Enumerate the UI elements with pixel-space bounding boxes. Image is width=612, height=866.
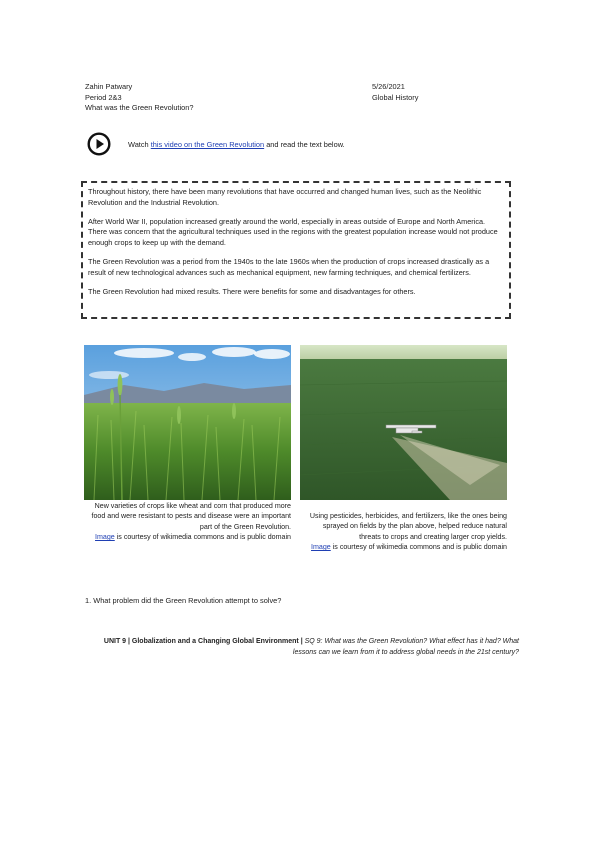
wheat-image-link[interactable]: Image [95, 533, 115, 542]
reading-paragraph-1: Throughout history, there have been many revolutions that have occurred and changed human lives, such as the Neolithic Revolution and the Industrial Revolution. [88, 187, 482, 207]
video-link[interactable]: this video on the Green Revolution [150, 139, 265, 149]
duster-image-caption [300, 511, 507, 553]
topic-question: What was the Green Revolution? [85, 103, 194, 112]
duster-image-credit [300, 542, 507, 552]
sq-text: SQ 9: What was the Green Revolution? What effect has it had? What lessons can we learn from it to address global needs in the 21st century? [292, 638, 519, 656]
video-prefix: Watch [128, 139, 151, 149]
question-1: 1. What problem did the Green Revolution attempt to solve? [85, 596, 282, 605]
video-instruction-text [128, 140, 345, 149]
unit-footer [83, 636, 519, 658]
video-instruction [87, 132, 345, 156]
wheat-credit-text: is courtesy of wikimedia commons and is public domain [114, 533, 291, 542]
video-suffix: and read the text below. [264, 139, 345, 149]
duster-image-link[interactable]: Image [311, 543, 331, 552]
reading-paragraph-2: After World War II, population increased greatly around the world, especially in areas outside of Europe and North America. There was concern that the agricultural techniques used in the regions with the greatest population increase would not produce enough crops to keep up with the demand. [88, 216, 498, 247]
play-circle-icon[interactable] [87, 132, 111, 156]
reading-textbox [81, 181, 511, 319]
student-header [85, 82, 193, 114]
date-course-header [372, 82, 418, 103]
unit-label: UNIT 9 | Globalization and a Changing Global Environment | [103, 638, 305, 645]
course-name: Global History [372, 92, 419, 102]
date: 5/26/2021 [372, 82, 405, 91]
student-name: Zahin Patwary [85, 82, 133, 91]
wheat-image-caption [84, 501, 291, 543]
wheat-image-credit [84, 532, 291, 542]
reading-paragraph-3: The Green Revolution was a period from the 1940s to the late 1960s when the production of crops increased drastically as a result of new technological advances such as mechanical equipment, new farming techniques, and chemical fertilizers. [88, 256, 490, 277]
crop-duster-image [300, 345, 507, 500]
reading-paragraph-4: The Green Revolution had mixed results. There were benefits for some and disadvantages for others. [88, 286, 416, 296]
duster-credit-text: is courtesy of wikimedia commons and is public domain [330, 543, 507, 552]
student-period: Period 2&3 [85, 92, 122, 102]
wheat-caption-text: New varieties of crops like wheat and corn that produced more food and were resistant to pests and disease were an important part of the Green Revolution. [91, 502, 291, 531]
wheat-field-image [84, 345, 291, 500]
duster-caption-text: Using pesticides, herbicides, and fertilizers, like the ones being sprayed on fields by the plan above, helped reduce natural threats to crops and creating larger crop yields. [309, 512, 507, 541]
